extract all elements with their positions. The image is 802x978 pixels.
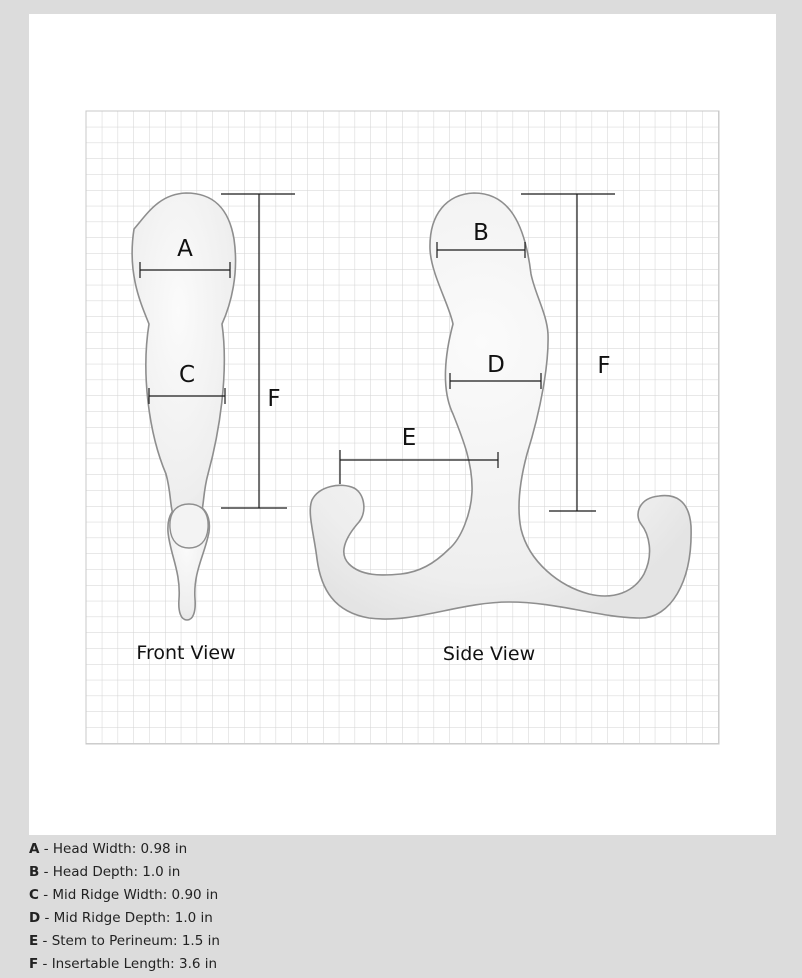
spec-text: - Insertable Length: 3.6 in	[38, 956, 218, 972]
spec-key: E	[29, 933, 39, 949]
label-b: B	[473, 220, 489, 246]
front-view-title: Front View	[136, 642, 236, 664]
spec-item-a	[29, 838, 769, 861]
spec-item-b	[29, 861, 769, 884]
spec-key: D	[29, 910, 41, 926]
front-view-bulb-front	[170, 504, 208, 548]
spec-text: - Head Width: 0.98 in	[39, 841, 188, 857]
spec-item-f	[29, 953, 769, 976]
spec-item-e	[29, 930, 769, 953]
diagram-panel	[29, 14, 776, 835]
label-a: A	[177, 236, 193, 262]
spec-key: B	[29, 864, 40, 880]
spec-text: - Head Depth: 1.0 in	[39, 864, 181, 880]
spec-key: C	[29, 887, 39, 903]
spec-list	[29, 838, 769, 976]
side-view-title: Side View	[442, 643, 536, 665]
spec-key: F	[29, 956, 39, 972]
spec-key: A	[29, 841, 40, 857]
spec-text: - Mid Ridge Width: 0.90 in	[38, 887, 219, 903]
label-c: C	[178, 362, 196, 388]
dimension-diagram	[29, 14, 776, 835]
spec-item-d	[29, 907, 769, 930]
label-d: D	[487, 352, 505, 378]
spec-text: - Stem to Perineum: 1.5 in	[38, 933, 220, 949]
spec-item-c	[29, 884, 769, 907]
spec-text: - Mid Ridge Depth: 1.0 in	[40, 910, 213, 926]
label-e: E	[401, 425, 417, 451]
label-f-front: F	[267, 386, 281, 412]
label-f-side: F	[597, 353, 611, 379]
